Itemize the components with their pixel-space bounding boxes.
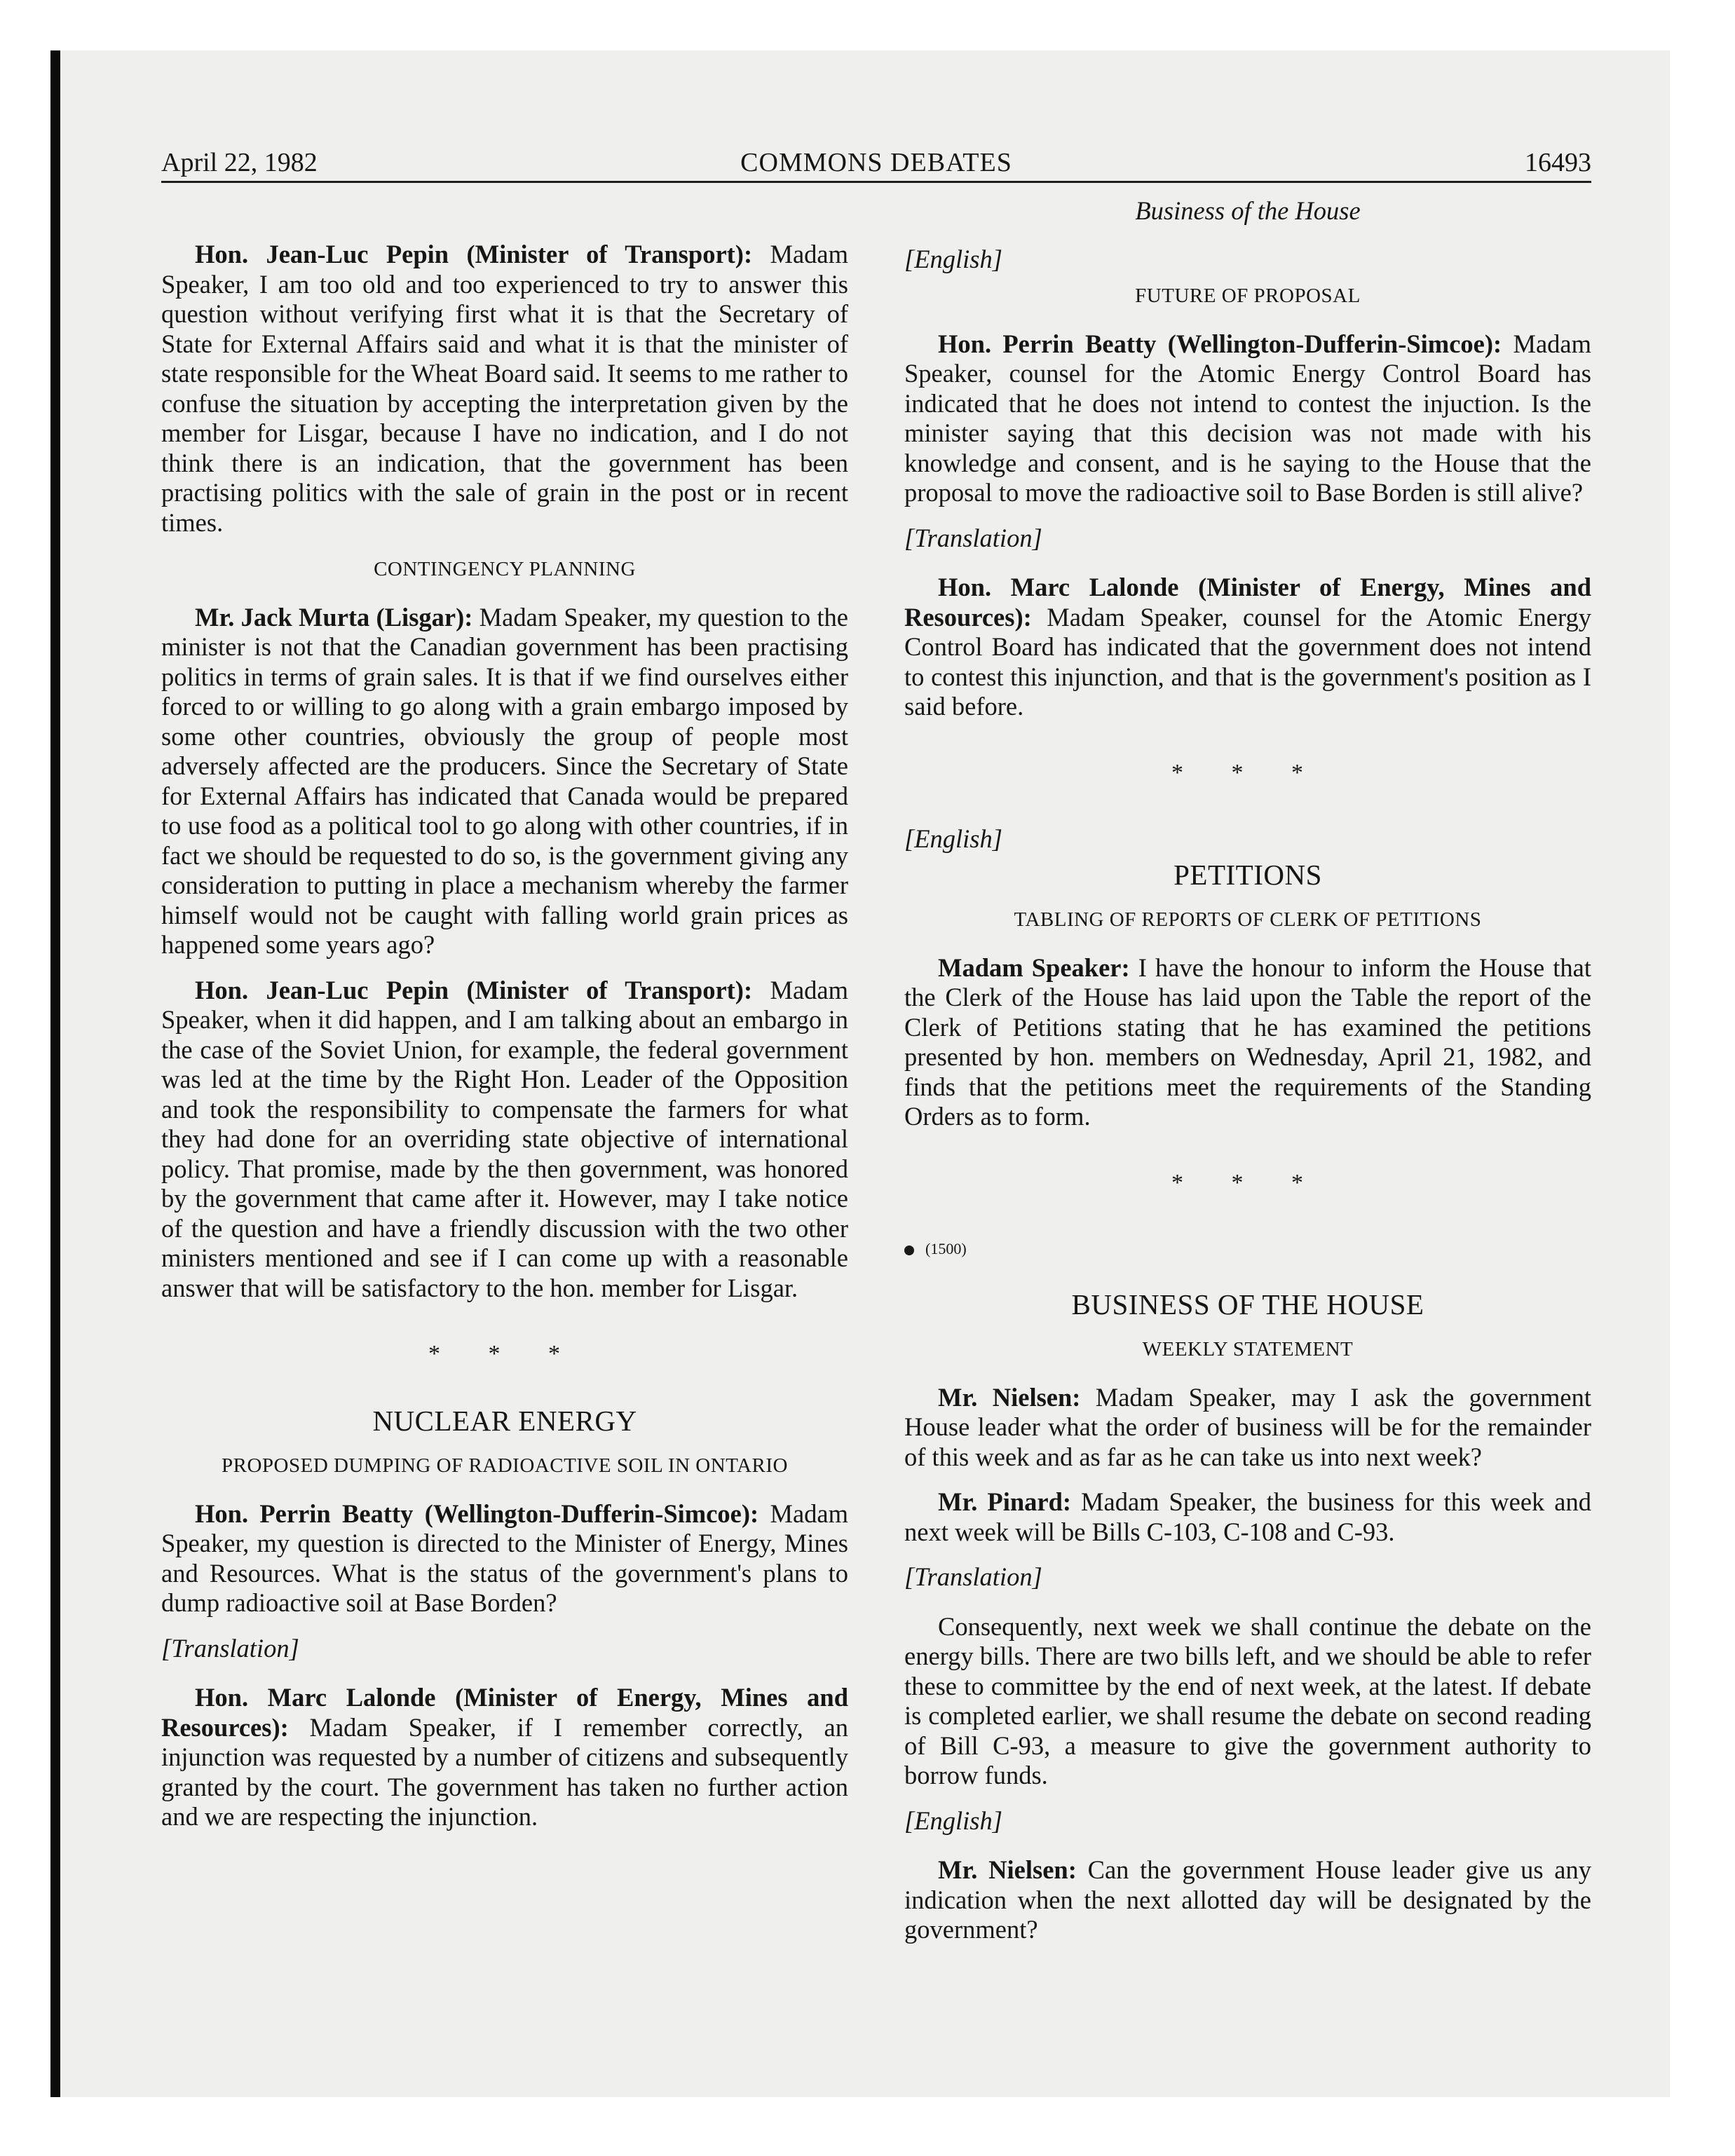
header-rule	[161, 181, 1591, 183]
right-column	[904, 196, 1591, 1960]
paragraph	[904, 1855, 1591, 1945]
subheading-future-of-proposal: FUTURE OF PROPOSAL	[1135, 285, 1361, 307]
language-tag-text: [Translation]	[904, 1562, 1042, 1591]
paragraph	[904, 329, 1591, 508]
speaker-name: Mr. Jack Murta (Lisgar):	[195, 602, 473, 632]
language-tag-text: [English]	[904, 1806, 1002, 1835]
speech-text: Madam Speaker, my question to the minister is not that the Canadian government has been practising politics in terms of grain sales. It is that if we find ourselves either forced to or willing to go along with a grain embargo imposed by some other countries, obviously the group of people most adversely affected are the producers. Since the Secretary of State for External Affairs has indicated that Canada would be prepared to use food as a political tool to go along with other countries, if in fact we should be requested to do so, is the government giving any consideration to putting in place a mechanism whereby the farmer himself would not be caught with falling world grain prices as happened some years ago?	[161, 602, 848, 959]
speaker-name: Hon. Perrin Beatty (Wellington-Dufferin-Simcoe):	[938, 329, 1502, 358]
speaker-name: Hon. Perrin Beatty (Wellington-Dufferin-Simcoe):	[195, 1499, 759, 1528]
bullet-icon	[904, 1246, 914, 1255]
speaker-name: Mr. Pinard:	[938, 1487, 1072, 1516]
paragraph	[161, 603, 848, 960]
running-header	[161, 147, 1591, 189]
left-column	[161, 240, 848, 1848]
paragraph	[161, 240, 848, 538]
heading-business-of-the-house: BUSINESS OF THE HOUSE	[1071, 1288, 1424, 1321]
language-tag	[161, 1634, 848, 1664]
language-tag	[904, 824, 1591, 854]
paragraph	[904, 1383, 1591, 1473]
hansard-page	[161, 140, 1591, 1963]
paragraph	[161, 1499, 848, 1618]
speaker-name: Hon. Marc Lalonde (Minister of Energy, Mines and Resources):	[161, 1683, 848, 1742]
language-tag	[904, 524, 1591, 554]
time-marker-text: (1500)	[925, 1240, 967, 1257]
subheading-contingency-planning: CONTINGENCY PLANNING	[374, 558, 636, 580]
language-tag	[904, 245, 1591, 275]
subheading-weekly-statement: WEEKLY STATEMENT	[1142, 1338, 1354, 1360]
speaker-name: Hon. Marc Lalonde (Minister of Energy, Mines and Resources):	[904, 573, 1591, 632]
speech-text: Can the government House leader give us any indication when the next allotted day will be designated by the government?	[904, 1855, 1591, 1944]
speaker-name: Hon. Jean-Luc Pepin (Minister of Transport):	[195, 240, 753, 268]
speech-text: Madam Speaker, the business for this week and next week will be Bills C-103, C-108 and C-93.	[904, 1487, 1591, 1546]
section-title: Business of the House	[1135, 196, 1361, 225]
header-page-number: 16493	[1525, 148, 1591, 177]
speaker-name: Madam Speaker:	[938, 953, 1130, 982]
speaker-name: Mr. Nielsen:	[938, 1855, 1077, 1884]
section-separator: * * *	[1171, 1169, 1324, 1196]
paragraph	[904, 1487, 1591, 1547]
language-tag-text: [English]	[904, 244, 1002, 273]
speech-text: Madam Speaker, when it did happen, and I am talking about an embargo in the case of the Soviet Union, for example, the federal government was led at the time by the Right Hon. Leader of the Opposition and took the responsibility to compensate the farmers for what they had done for an overriding state objective of international policy. That promise, made by the then government, was honored by the government that came after it. However, may I take notice of the question and have a friendly discussion with the two other ministers mentioned and see if I can come up with a reasonable answer that will be satisfactory to the hon. member for Lisgar.	[161, 975, 848, 1302]
paragraph	[161, 976, 848, 1304]
header-publication-title: COMMONS DEBATES	[740, 148, 1012, 177]
speech-text: Madam Speaker, if I remember correctly, an injunction was requested by a number of citizens and subsequently granted by the court. The government has taken no further action and we are respecting the injunction.	[161, 1712, 848, 1831]
subheading-radioactive-soil: PROPOSED DUMPING OF RADIOACTIVE SOIL IN ONTARIO	[222, 1454, 788, 1477]
paragraph	[904, 573, 1591, 722]
speech-text: Madam Speaker, counsel for the Atomic Energy Control Board has indicated that he does not intend to contest the injuction. Is the minister saying that this decision was not made with his knowledge and consent, and is he saying to the House that the proposal to move the radioactive soil to Base Borden is still alive?	[904, 329, 1592, 507]
speech-text: Consequently, next week we shall continue the debate on the energy bills. There are two bills left, and we should be able to refer these to committee by the end of next week, at the latest. If debate is completed earlier, we shall resume the debate on second reading of Bill C-93, a measure to give the government authority to borrow funds.	[904, 1611, 1591, 1789]
speech-text: Madam Speaker, my question is directed to the Minister of Energy, Mines and Resources. What is the status of the government's plans to dump radioactive soil at Base Borden?	[161, 1499, 849, 1617]
speech-text: I have the honour to inform the House that the Clerk of the House has laid upon the Table the report of the Clerk of Petitions stating that he has examined the petitions presented by hon. members on Wednesday, April 21, 1982, and finds that the petitions meet the requirements of the Standing Orders as to form.	[904, 953, 1591, 1131]
speech-text: Madam Speaker, may I ask the government House leader what the order of business will be for the remainder of this week and as far as he can take us into next week?	[904, 1382, 1591, 1471]
language-tag	[904, 1562, 1591, 1592]
subheading-tabling-reports: TABLING OF REPORTS OF CLERK OF PETITIONS	[1014, 908, 1482, 931]
paragraph	[161, 1683, 848, 1832]
header-date: April 22, 1982	[161, 148, 318, 177]
language-tag-text: [Translation]	[161, 1633, 299, 1663]
heading-petitions: PETITIONS	[1173, 858, 1322, 891]
paragraph	[904, 953, 1591, 1132]
section-separator: * * *	[1171, 759, 1324, 786]
speaker-name: Hon. Jean-Luc Pepin (Minister of Transport):	[195, 975, 753, 1004]
section-separator: * * *	[428, 1341, 581, 1367]
language-tag-text: [English]	[904, 824, 1002, 853]
language-tag	[904, 1806, 1591, 1836]
speech-text: Madam Speaker, counsel for the Atomic Energy Control Board has indicated that the government does not intend to contest this injunction, and that is the government's position as I said before.	[904, 602, 1591, 721]
speaker-name: Mr. Nielsen:	[938, 1382, 1081, 1412]
scan-edge-shadow	[50, 50, 60, 2097]
paragraph	[904, 1612, 1591, 1791]
heading-nuclear-energy: NUCLEAR ENERGY	[372, 1404, 637, 1437]
time-marker	[904, 1234, 1591, 1264]
speech-text: Madam Speaker, I am too old and too experienced to try to answer this question without verifying first what it is that the Secretary of State for External Affairs said and what it is that the minister of state responsible for the Wheat Board said. It seems to me rather to confuse the situation by accepting the interpretation given by the member for Lisgar, because I have no indication, and I do not think there is an indication, that the government has been practising politics with the sale of grain in the post or in recent times.	[161, 240, 848, 537]
language-tag-text: [Translation]	[904, 523, 1042, 552]
